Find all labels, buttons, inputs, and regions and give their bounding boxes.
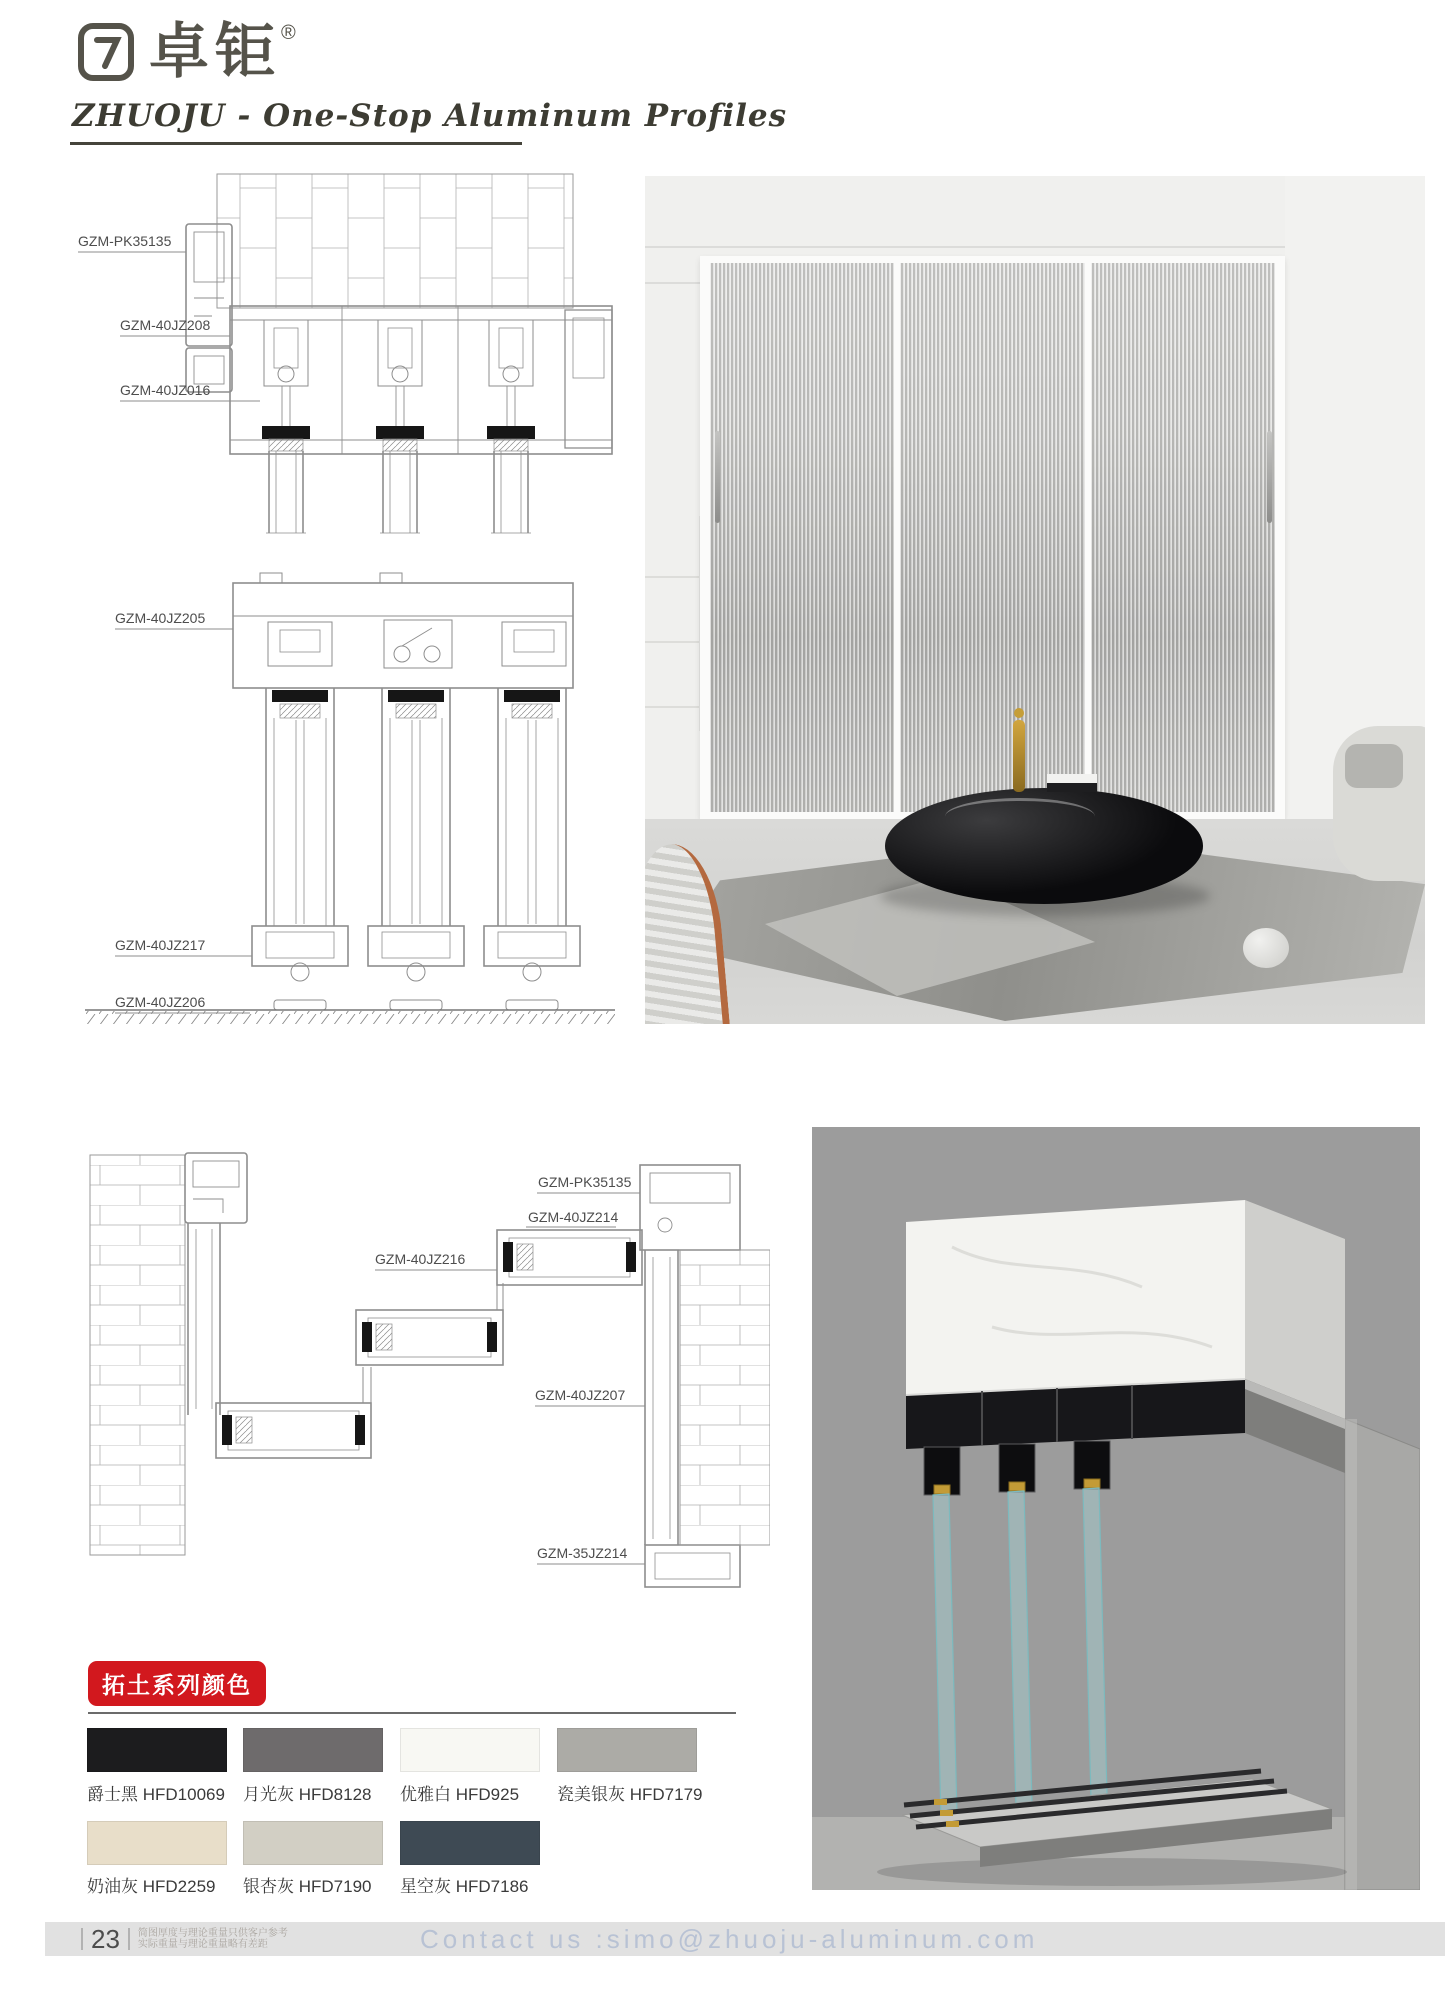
- interior-photo: [645, 176, 1425, 1024]
- door-handle-right: [1267, 431, 1272, 523]
- swatch-cream-gray: [87, 1821, 227, 1865]
- right-wall-brick: [680, 1250, 770, 1545]
- section-drawing-top-track: [60, 158, 630, 558]
- label-gzm-35jz214: GZM-35JZ214: [537, 1545, 628, 1561]
- contact-email[interactable]: Contact us :simo@zhuoju-aluminum.com: [420, 1924, 1039, 1954]
- ground-hatch: [85, 1010, 615, 1024]
- wall-niche-shelves: [645, 516, 701, 731]
- footer-note-line1: 简图厚度与理论重量只供客户参考: [137, 1928, 288, 1939]
- label-gzm-40jz217: GZM-40JZ217: [115, 937, 206, 953]
- label-gzm-40jz206: GZM-40JZ206: [115, 994, 206, 1010]
- door-panel-middle: [900, 263, 1084, 812]
- label-plan-pk35135: GZM-PK35135: [538, 1174, 632, 1190]
- gold-figurine-head: [1014, 708, 1024, 718]
- roller-hangers: [264, 320, 533, 428]
- tagline-underline: [70, 142, 522, 145]
- footer-bar: [45, 1922, 1445, 1956]
- swatch-porcelain-silver: [557, 1728, 697, 1772]
- plan-drawing-jambs: [60, 1125, 770, 1595]
- divider: [128, 1928, 130, 1950]
- left-wall-brick: [90, 1155, 185, 1555]
- render-3d-track-assembly: [812, 1127, 1420, 1890]
- coffee-table: [885, 788, 1203, 904]
- swatch-label: 奶油灰 HFD2259: [87, 1877, 216, 1896]
- render-right-wall: [1345, 1419, 1420, 1890]
- sliding-glass-door: [700, 256, 1285, 819]
- table-decor-books: [1047, 774, 1097, 783]
- swatch-label: 月光灰 HFD8128: [243, 1785, 372, 1804]
- color-series-badge: 拓土系列颜色: [88, 1661, 266, 1706]
- right-wall: [1285, 176, 1425, 819]
- label-gzm-40jz016: GZM-40JZ016: [120, 382, 211, 398]
- page-number-group: [73, 1922, 288, 1956]
- divider: [81, 1928, 83, 1950]
- render-hanger-channels: [924, 1441, 1110, 1495]
- swatch-starry-gray: [400, 1821, 540, 1865]
- swatch-label: 瓷美银灰 HFD7179: [557, 1785, 703, 1804]
- label-gzm-40jz208: GZM-40JZ208: [120, 317, 211, 333]
- left-jamb-profile: [185, 1153, 247, 1415]
- registered-mark: ®: [281, 22, 296, 44]
- door-panel-right: [1091, 263, 1275, 812]
- label-gzm-40jz205: GZM-40JZ205: [115, 610, 206, 626]
- label-gzm-40jz207: GZM-40JZ207: [535, 1387, 626, 1403]
- footer-note-line2: 实际重量与理论重量略有差距: [137, 1939, 268, 1950]
- round-stool: [1243, 928, 1289, 968]
- labels-vertical-section: [115, 610, 252, 1013]
- glass-panels-top-section: [262, 426, 535, 533]
- swatch-label: 爵士黑 HFD10069: [87, 1785, 225, 1804]
- swatch-label: 银杏灰 HFD7190: [243, 1877, 372, 1896]
- color-series-divider: [88, 1712, 736, 1714]
- labels-plan-section: [375, 1174, 645, 1564]
- swatch-elegant-white: [400, 1728, 540, 1772]
- head-rail-profile: [233, 573, 573, 688]
- gold-figurine: [1013, 720, 1025, 792]
- swatch-ginkgo-gray: [243, 1821, 383, 1865]
- label-gzm-pk35135: GZM-PK35135: [78, 233, 172, 249]
- door-panel-left: [710, 263, 894, 812]
- page-number: 23: [91, 1923, 120, 1954]
- logo-text: 卓钜: [149, 18, 281, 85]
- swatch-label: 星空灰 HFD7186: [400, 1877, 529, 1896]
- bottom-sills: [252, 926, 580, 1010]
- swatch-moonlight-gray: [243, 1728, 383, 1772]
- wall-hatch-top: [217, 174, 573, 308]
- logo-mark-icon: [75, 20, 141, 84]
- brand-logo: [75, 20, 296, 84]
- label-gzm-40jz214: GZM-40JZ214: [528, 1209, 619, 1225]
- swatch-label: 优雅白 HFD925: [400, 1785, 520, 1804]
- brand-tagline: ZHUOJU - One-Stop Aluminum Profiles: [72, 98, 788, 134]
- footer-notes: [138, 1928, 288, 1950]
- table-highlight: [945, 798, 1095, 835]
- sash-panels-vertical: [266, 688, 566, 926]
- section-drawing-vertical: [60, 558, 630, 1028]
- sofa-pillow: [1345, 744, 1403, 788]
- label-gzm-40jz216: GZM-40JZ216: [375, 1251, 466, 1267]
- swatch-jazz-black: [87, 1728, 227, 1772]
- door-handle-left: [715, 431, 720, 523]
